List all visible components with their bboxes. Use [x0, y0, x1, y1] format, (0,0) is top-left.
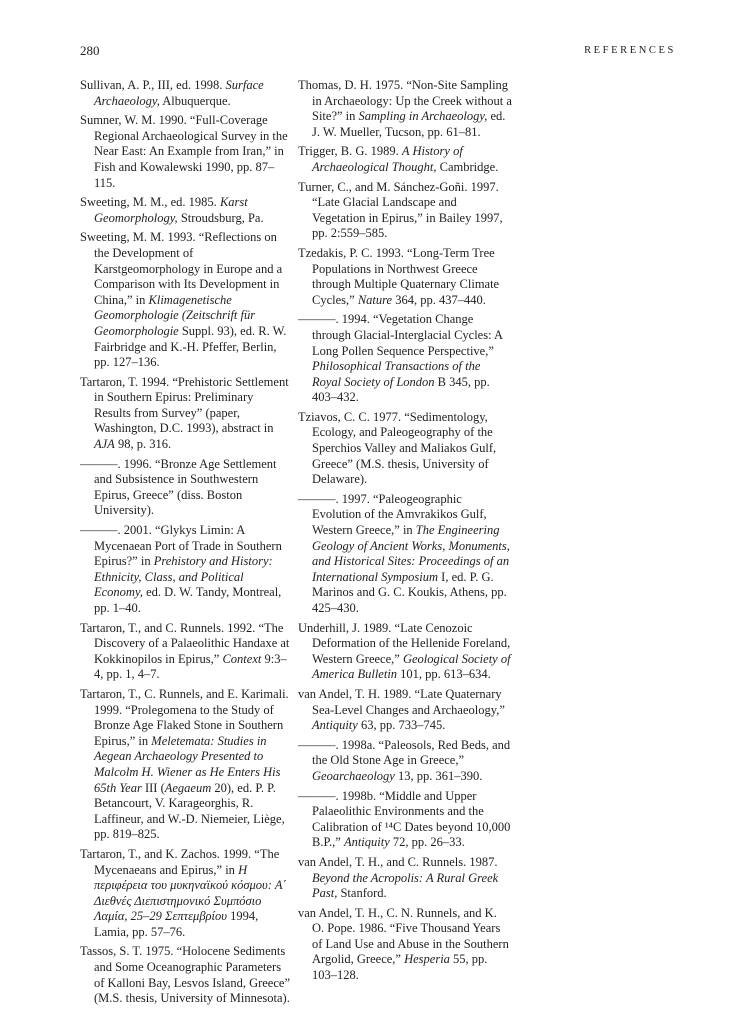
- reference-entry: [298, 687, 512, 734]
- reference-text: Turner, C., and M. Sánchez-Goñi. 1997. “Late Glacial Landscape and Vegetation in Epirus,” in Bailey 1997, pp. 2:559–585.: [298, 179, 503, 241]
- reference-italic-text: Sampling in Archaeology,: [358, 109, 488, 124]
- reference-entry: [298, 144, 512, 175]
- reference-text: 9:3–4, pp. 1, 4–7.: [94, 651, 287, 682]
- reference-text: Sweeting, M. M., ed. 1985.: [80, 195, 220, 210]
- reference-text: 72, pp. 26–33.: [389, 835, 465, 850]
- reference-entry: [80, 78, 292, 109]
- reference-italic-text: Aegaeum: [164, 780, 212, 795]
- reference-text: Sumner, W. M. 1990. “Full-Coverage Regional Archaeological Survey in the Near East: An Example from Iran,” in Fish and Kowalewski 1990, pp. 87–115.: [80, 113, 288, 190]
- reference-italic-text: Beyond the Acropolis: A Rural Greek Past,: [312, 870, 499, 901]
- reference-text: Tziavos, C. C. 1977. “Sedimentology, Ecology, and Paleogeography of the Sperchios Valley and Maliakos Gulf, Greece” (M.S. thesis, University of Delaware).: [298, 409, 497, 487]
- reference-italic-text: The Engineering Geology of Ancient Works, Monuments, and Historical Sites: Proceedings of an International Symposium: [312, 523, 510, 584]
- reference-entry: [298, 621, 512, 683]
- reference-italic-text: Η περιφέρεια του μυκηναϊκού κόσμου: Α΄ Διεθνές Διεπιστημονικό Συμπόσιο Λαμία, 25–29 Σεπτεμβρίου: [94, 862, 287, 924]
- reference-italic-text: Philosophical Transactions of the Royal Society of London: [312, 359, 481, 389]
- reference-entry: [80, 847, 292, 941]
- reference-text: Underhill, J. 1989. “Late Cenozoic Deformation of the Hellenide Foreland, Western Greece,”: [298, 620, 511, 666]
- reference-text: Albuquerque.: [159, 93, 231, 108]
- reference-text: Stroudsburg, Pa.: [177, 210, 264, 225]
- reference-text: Tassos, S. T. 1975. “Holocene Sediments and Some Oceanographic Parameters of Kalloni Bay, Lesvos Island, Greece” (M.S. thesis, University of Minnesota).: [80, 944, 290, 1006]
- reference-italic-text: Klimagenetische Geomorphologie (Zeitschrift für Geomorphologie: [94, 292, 256, 338]
- page-number: 280: [80, 43, 100, 58]
- reference-entry: [298, 312, 512, 406]
- reference-italic-text: Nature: [357, 292, 393, 307]
- reference-italic-text: Karst Geomorphology,: [94, 195, 248, 225]
- reference-entry: [298, 410, 512, 488]
- reference-entry: [298, 855, 512, 902]
- reference-entry: [298, 738, 512, 785]
- reference-text: van Andel, T. H., and C. Runnels. 1987.: [298, 854, 498, 869]
- reference-text: 98, p. 316.: [114, 437, 172, 452]
- reference-entry: [80, 523, 292, 617]
- reference-text: van Andel, T. H., C. N. Runnels, and K. O. Pope. 1986. “Five Thousand Years of Land Use and Abuse in the Southern Argolid, Greece,”: [298, 905, 509, 967]
- reference-text: 63, pp. 733–745.: [357, 718, 446, 733]
- reference-text: 1994, Lamia, pp. 57–76.: [94, 909, 259, 939]
- reference-text: ———. 2001. “Glykys Limin: A Mycenaean Port of Trade in Southern Epirus?” in: [80, 523, 282, 569]
- reference-text: Tartaron, T. 1994. “Prehistoric Settlement in Southern Epirus: Preliminary Results from Survey” (paper, Washington, D.C. 1993), abstract in: [80, 374, 289, 436]
- reference-text: Tzedakis, P. C. 1993. “Long-Term Tree Populations in Northwest Greece through Multiple Quaternary Climate Cycles,”: [298, 245, 500, 307]
- reference-italic-text: Hesperia: [404, 952, 450, 967]
- reference-text: B 345, pp. 403–432.: [312, 374, 490, 405]
- reference-italic-text: Geoarchaeology: [312, 768, 395, 783]
- reference-entry: [80, 687, 292, 843]
- reference-text: ———. 1996. “Bronze Age Settlement and Subsistence in Southwestern Epirus, Greece” (diss. Boston University).: [80, 456, 277, 518]
- running-head: REFERENCES: [584, 45, 676, 56]
- reference-italic-text: Antiquity: [343, 835, 390, 850]
- reference-entry: [298, 78, 512, 140]
- reference-text: ———. 1998a. “Paleosols, Red Beds, and the Old Stone Age in Greece,”: [298, 737, 511, 768]
- reference-text: van Andel, T. H. 1989. “Late Quaternary Sea-Level Changes and Archaeology,”: [298, 686, 505, 717]
- reference-italic-text: Surface Archaeology,: [94, 78, 264, 108]
- reference-entry: [80, 944, 292, 1006]
- reference-entry: [298, 180, 512, 242]
- reference-text: Tartaron, T., C. Runnels, and E. Karimali. 1999. “Prolegomena to the Study of Bronze Age Flaked Stone in Southern Epirus,” in: [80, 686, 289, 748]
- reference-entry: [80, 113, 292, 191]
- reference-text: Tartaron, T., and K. Zachos. 1999. “The Mycenaeans and Epirus,” in: [80, 846, 280, 877]
- reference-text: Tartaron, T., and C. Runnels. 1992. “The Discovery of a Palaeolithic Handaxe at Kokkinopilos in Epirus,”: [80, 620, 290, 666]
- reference-text: I, ed. P. G. Marinos and G. C. Koukis, Athens, pp. 425–430.: [312, 569, 507, 615]
- reference-entry: [298, 492, 512, 617]
- reference-text: Suppl. 93), ed. R. W. Fairbridge and K.-H. Pfeffer, Berlin, pp. 127–136.: [94, 323, 287, 370]
- reference-entry: [80, 457, 292, 519]
- reference-text: Trigger, B. G. 1989.: [298, 144, 402, 159]
- reference-italic-text: Meletemata: Studies in Aegean Archaeology Presented to Malcolm H. Wiener as He Enters His 65th Year: [94, 733, 281, 795]
- reference-entry: [298, 789, 512, 851]
- reference-entry: [298, 246, 512, 308]
- reference-entry: [80, 375, 292, 453]
- reference-italic-text: Antiquity: [312, 718, 358, 733]
- references-left-column: [80, 78, 292, 1011]
- reference-italic-text: AJA: [94, 437, 115, 452]
- reference-text: 13, pp. 361–390.: [394, 768, 483, 783]
- reference-italic-text: A History of Archaeological Thought,: [312, 144, 463, 174]
- reference-entry: [80, 621, 292, 683]
- reference-text: 364, pp. 437–440.: [392, 292, 486, 307]
- reference-italic-text: Context: [222, 651, 262, 666]
- reference-text: Cambridge.: [436, 159, 499, 174]
- reference-text: ———. 1998b. “Middle and Upper Palaeolithic Environments and the Calibration of ¹⁴C Dates beyond 10,000 B.P.,”: [298, 788, 511, 850]
- reference-text: Thomas, D. H. 1975. “Non-Site Sampling in Archaeology: Up the Creek without a Site?” in: [298, 78, 512, 124]
- reference-entry: [80, 230, 292, 370]
- reference-text: 101, pp. 613–634.: [397, 667, 491, 682]
- reference-text: ed. J. W. Mueller, Tucson, pp. 61–81.: [312, 109, 506, 139]
- reference-text: Stanford.: [337, 886, 387, 901]
- reference-text: 20), ed. P. P. Betancourt, V. Karageorghis, R. Laffineur, and W.-D. Niemeier, Liège, pp. 819–825.: [94, 780, 285, 842]
- reference-text: ———. 1994. “Vegetation Change through Glacial-Interglacial Cycles: A Long Pollen Sequence Perspective,”: [298, 312, 503, 358]
- reference-italic-text: Prehistory and History: Ethnicity, Class, and Political Economy,: [94, 554, 273, 600]
- reference-entry: [80, 195, 292, 226]
- reference-entry: [298, 906, 512, 984]
- reference-text: ed. D. W. Tandy, Montreal, pp. 1–40.: [94, 585, 282, 615]
- reference-text: Sullivan, A. P., III, ed. 1998.: [80, 78, 226, 92]
- reference-text: 55, pp. 103–128.: [312, 952, 488, 983]
- reference-text: III (: [141, 780, 165, 795]
- reference-text: Sweeting, M. M. 1993. “Reflections on the Development of Karstgeomorphology in Europe and a Comparison with Its Development in China,” in: [80, 230, 283, 307]
- reference-italic-text: Geological Society of America Bulletin: [312, 651, 511, 682]
- reference-text: ———. 1997. “Paleogeographic Evolution of the Amvrakikos Gulf, Western Greece,” in: [298, 491, 487, 538]
- references-right-column: [298, 78, 512, 988]
